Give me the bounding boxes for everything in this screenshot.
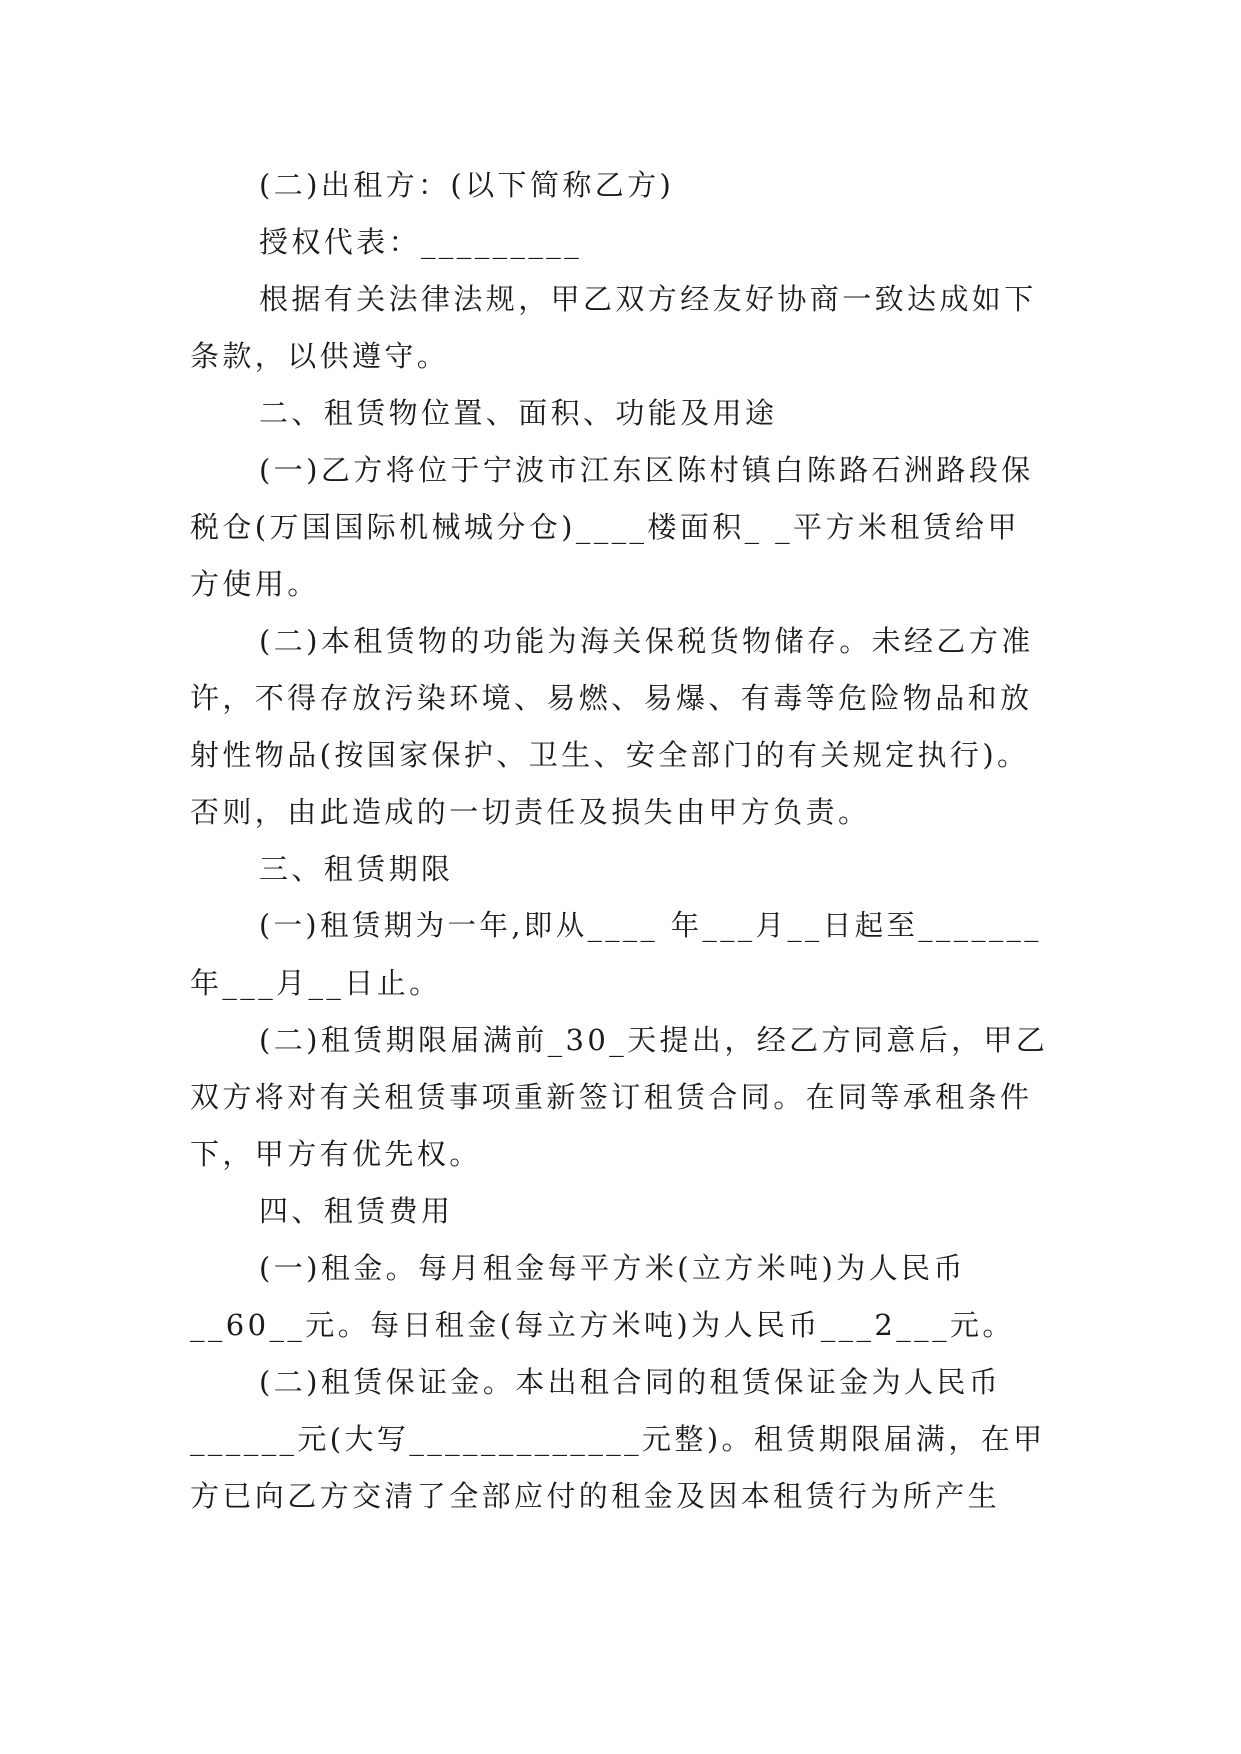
clause-4-2-line-1: (二)租赁保证金。本出租合同的租赁保证金为人民币 bbox=[259, 1365, 1002, 1399]
section-2-heading: 二、租赁物位置、面积、功能及用途 bbox=[259, 396, 778, 430]
clause-4-1-line-2: __60__元。每日租金(每立方米吨)为人民币___2___元。 bbox=[190, 1308, 1015, 1342]
clause-3-1-line-1: (一)租赁期为一年,即从____ 年___月__日起至_______ bbox=[259, 909, 1042, 942]
clause-4-2-line-2: ______元(大写_____________元整)。租赁期限届满，在甲 bbox=[190, 1422, 1046, 1456]
clause-2-1-line-2: 税仓(万国国际机械城分仓)____楼面积_ _平方米租赁给甲 bbox=[190, 510, 1020, 544]
preamble-line-1: 根据有关法律法规，甲乙双方经友好协商一致达成如下 bbox=[259, 282, 1037, 316]
authorized-rep-line: 授权代表：_________ bbox=[259, 225, 583, 259]
preamble-line-2: 条款，以供遵守。 bbox=[190, 339, 450, 373]
clause-3-2-line-2: 双方将对有关租赁事项重新签订租赁合同。在同等承租条件 bbox=[190, 1080, 1033, 1114]
clause-4-1-line-1: (一)租金。每月租金每平方米(立方米吨)为人民币 bbox=[259, 1251, 966, 1285]
clause-2-2-line-4: 否则，由此造成的一切责任及损失由甲方负责。 bbox=[190, 795, 871, 829]
clause-2-2-line-2: 许，不得存放污染环境、易燃、易爆、有毒等危险物品和放 bbox=[190, 681, 1033, 715]
section-4-heading: 四、租赁费用 bbox=[259, 1194, 454, 1228]
clause-3-2-line-3: 下，甲方有优先权。 bbox=[190, 1137, 482, 1171]
clause-4-2-line-3: 方已向乙方交清了全部应付的租金及因本租赁行为所产生 bbox=[190, 1479, 1001, 1513]
clause-3-1-line-2: 年___月__日止。 bbox=[190, 966, 442, 1000]
clause-2-1-line-1: (一)乙方将位于宁波市江东区陈村镇白陈路石洲路段保 bbox=[259, 453, 1034, 487]
clause-3-2-line-1: (二)租赁期限届满前_30_天提出，经乙方同意后，甲乙 bbox=[259, 1023, 1049, 1057]
clause-2-1-line-3: 方使用。 bbox=[190, 567, 320, 601]
clause-2-2-line-3: 射性物品(按国家保护、卫生、安全部门的有关规定执行)。 bbox=[190, 738, 1030, 772]
clause-2-2-line-1: (二)本租赁物的功能为海关保税货物储存。未经乙方准 bbox=[259, 624, 1034, 658]
section-3-heading: 三、租赁期限 bbox=[259, 852, 454, 886]
lessor-line: (二)出租方：(以下简称乙方) bbox=[259, 168, 675, 202]
